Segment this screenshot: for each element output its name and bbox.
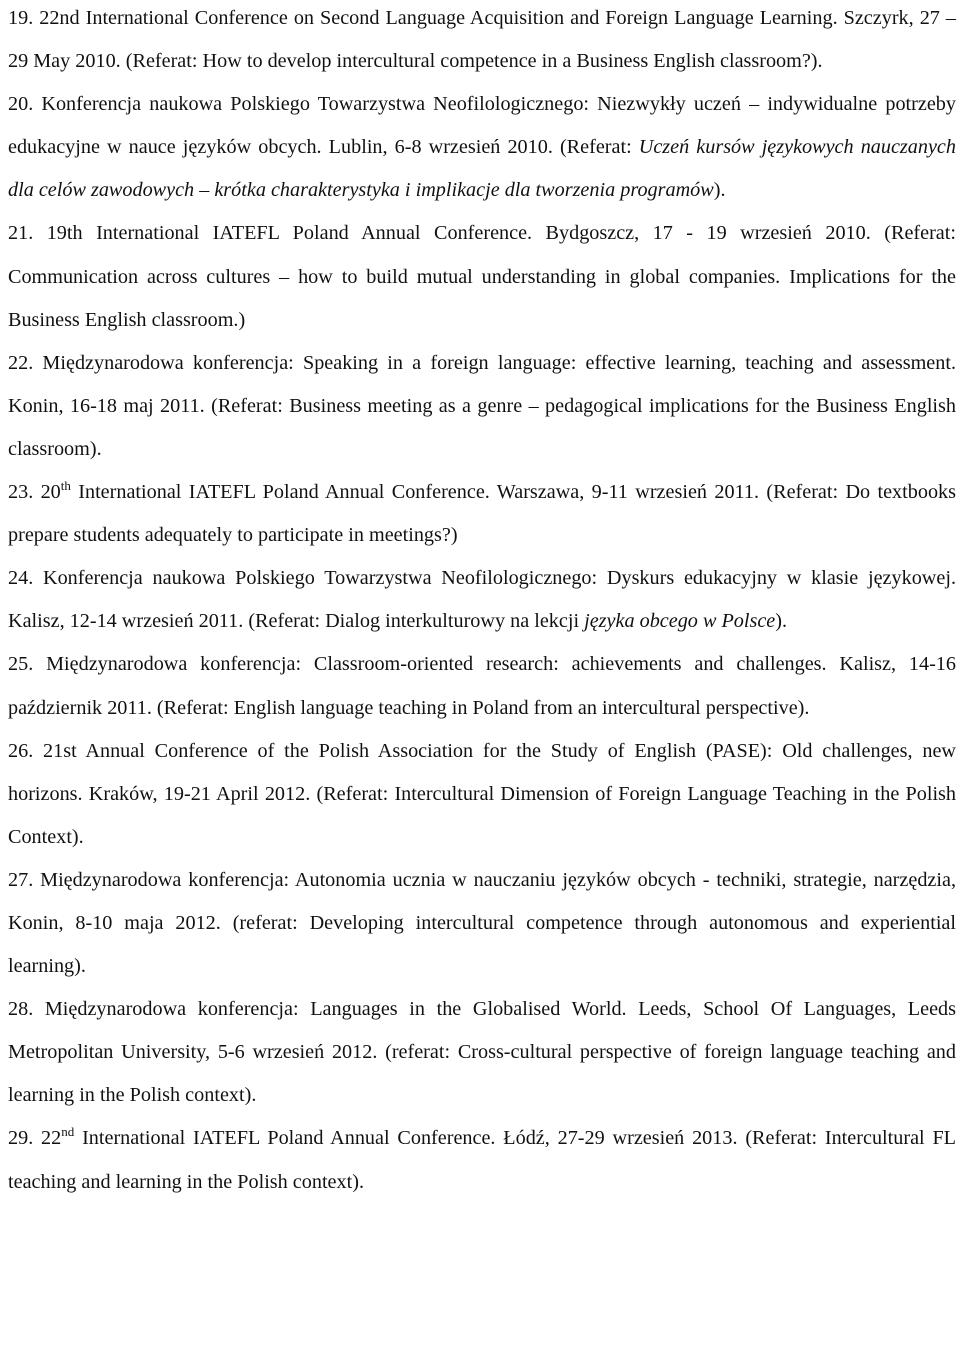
entry-text: 19th International IATEFL Poland Annual Conference. Bydgoszcz, 17 - 19 wrzesień 2010. (Referat: Communication across cultures – how to build mutual understanding in global companies. Implications for the Business English classroom.)	[8, 222, 956, 331]
entry-text: International IATEFL Poland Annual Conference. Warszawa, 9-11 wrzesień 2011. (Referat: Do textbooks prepare students adequately to participate in meetings?)	[8, 481, 956, 547]
entry-text: 21st Annual Conference of the Polish Association for the Study of English (PASE): Old challenges, new horizons. Kraków, 19-21 April 2012. (Referat: Intercultural Dimension of Foreign Language Teaching in the Polish Context).	[8, 739, 956, 848]
entry-number: 23.	[8, 481, 34, 504]
conference-entry	[8, 988, 956, 1117]
entry-text: Konferencja naukowa Polskiego Towarzystwa Neofilologicznego: Niezwykły uczeń – indywidualne potrzeby edukacyjne w nauce języków obcych. Lublin, 6-8 wrzesień 2010. (Referat:	[8, 93, 956, 159]
entry-text: 22nd International Conference on Second Language Acquisition and Foreign Language Learning. Szczyrk, 27 – 29 May 2010. (Referat: How to develop intercultural competence in a Business English classroom?).	[8, 7, 956, 73]
entry-text: 20	[33, 481, 61, 504]
conference-entry	[8, 730, 956, 859]
italic-title: języka obcego w Polsce	[584, 610, 776, 633]
conference-entry	[8, 212, 956, 341]
entry-number: 29.	[8, 1127, 34, 1150]
conference-entry	[8, 83, 956, 212]
entry-text: Międzynarodowa konferencja: Speaking in a foreign language: effective learning, teaching and assessment. Konin, 16-18 maj 2011. (Referat: Business meeting as a genre – pedagogical implications for the Business English classroom).	[8, 351, 956, 460]
conference-entry	[8, 557, 956, 643]
entry-text: Międzynarodowa konferencja: Classroom-oriented research: achievements and challenges. Kalisz, 14-16 październik 2011. (Referat: English language teaching in Poland from an intercultural perspective).	[8, 653, 956, 719]
entry-text: Międzynarodowa konferencja: Autonomia ucznia w nauczaniu języków obcych - techniki, strategie, narzędzia, Konin, 8-10 maja 2012. (referat: Developing intercultural competence through autonomous and experiential learning).	[8, 868, 956, 978]
entry-number: 26.	[8, 739, 34, 762]
conference-entry	[8, 1117, 956, 1203]
entry-number: 21.	[8, 222, 34, 245]
entry-text: ).	[775, 610, 788, 633]
entry-number: 28.	[8, 998, 34, 1021]
entry-number: 22.	[8, 351, 34, 374]
entry-number: 27.	[8, 868, 34, 891]
conference-entry	[8, 471, 956, 557]
conference-entry	[8, 0, 956, 83]
entry-number: 24.	[8, 567, 34, 590]
entry-number: 19.	[8, 7, 34, 29]
conference-entry	[8, 859, 956, 988]
conference-entry	[8, 342, 956, 471]
entry-text: International IATEFL Poland Annual Conference. Łódź, 27-29 wrzesień 2013. (Referat: Intercultural FL teaching and learning in the Polish context).	[8, 1127, 957, 1193]
ordinal-suffix: nd	[61, 1124, 75, 1140]
entry-text: Konferencja naukowa Polskiego Towarzystwa Neofilologicznego: Dyskurs edukacyjny w klasie językowej. Kalisz, 12-14 wrzesień 2011. (Referat: Dialog interkulturowy na lekcji	[8, 567, 956, 633]
italic-title: Uczeń kursów językowych nauczanych dla celów zawodowych – krótka charakterystyka i implikacje dla tworzenia programów	[8, 136, 956, 202]
ordinal-suffix: th	[60, 478, 71, 494]
conference-entry	[8, 643, 956, 729]
entry-text: ).	[713, 179, 726, 202]
entry-text: 22	[33, 1127, 62, 1150]
entry-number: 20.	[8, 93, 34, 116]
entry-number: 25.	[8, 653, 34, 676]
entry-text: Międzynarodowa konferencja: Languages in the Globalised World. Leeds, School Of Languages, Leeds Metropolitan University, 5-6 wrzesień 2012. (referat: Cross-cultural perspective of foreign language teaching and learning in the Polish context).	[8, 998, 956, 1107]
